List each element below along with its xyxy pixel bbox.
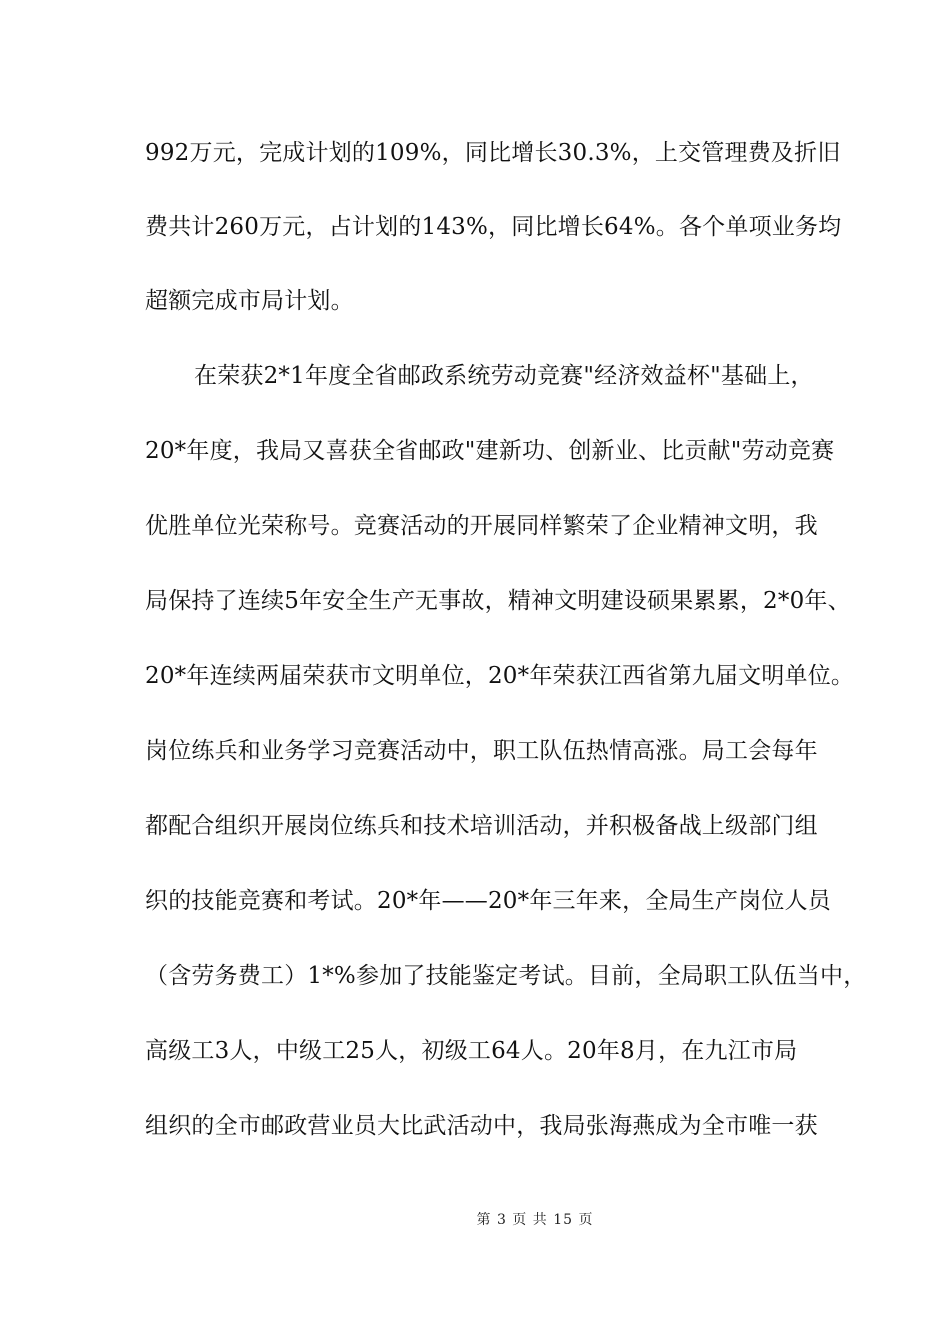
text-line: （含劳务费工）1*%参加了技能鉴定考试。目前，全局职工队伍当中， (145, 963, 867, 989)
text-line: 织的技能竞赛和考试。20*年——20*年三年来，全局生产岗位人员 (145, 888, 831, 914)
paragraph-start-line: 在荣获2*1年度全省邮政系统劳动竞赛"经济效益杯"基础上， (194, 363, 814, 389)
page-footer: 第 3 页 共 15 页 (476, 1212, 594, 1228)
text-line: 组织的全市邮政营业员大比武活动中，我局张海燕成为全市唯一获 (145, 1113, 818, 1139)
text-line: 都配合组织开展岗位练兵和技术培训活动，并积极备战上级部门组 (145, 813, 818, 839)
text-line: 992万元，完成计划的109%，同比增长30.3%，上交管理费及折旧 (145, 140, 841, 166)
text-line: 费共计260万元，占计划的143%，同比增长64%。各个单项业务均 (145, 214, 842, 240)
text-line: 优胜单位光荣称号。竞赛活动的开展同样繁荣了企业精神文明，我 (145, 513, 818, 539)
text-line: 局保持了连续5年安全生产无事故，精神文明建设硕果累累，2*0年、 (145, 588, 851, 614)
text-line: 超额完成市局计划。 (145, 288, 354, 314)
text-line: 高级工3人，中级工25人，初级工64人。20年8月，在九江市局 (145, 1038, 798, 1064)
text-line: 岗位练兵和业务学习竞赛活动中，职工队伍热情高涨。局工会每年 (145, 738, 818, 764)
text-line: 20*年连续两届荣获市文明单位，20*年荣获江西省第九届文明单位。 (145, 663, 855, 689)
text-line: 20*年度，我局又喜获全省邮政"建新功、创新业、比贡献"劳动竞赛 (145, 438, 835, 464)
